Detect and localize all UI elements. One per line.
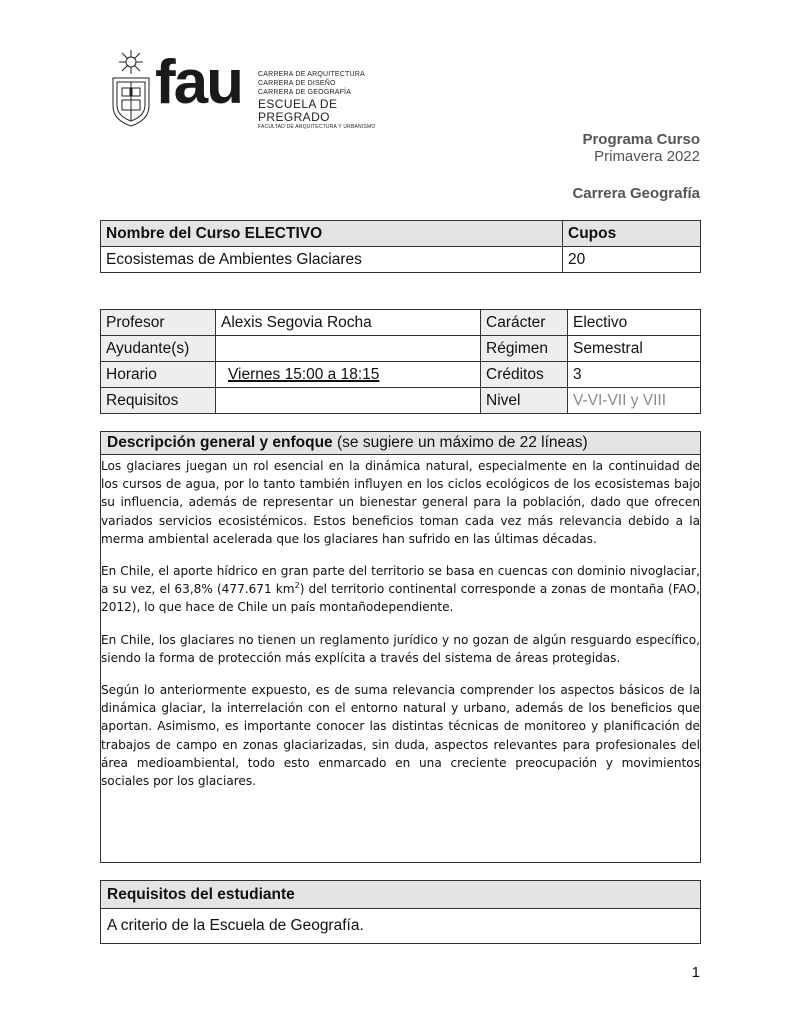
course-name-value: Ecosistemas de Ambientes Glaciares	[101, 247, 563, 273]
profesor-value: Alexis Segovia Rocha	[216, 310, 481, 336]
nivel-value: V-VI-VII y VIII	[568, 388, 701, 414]
logo-faculty: FACULTAD DE ARQUITECTURA Y URBANISMO	[258, 124, 376, 130]
carrera-title: Carrera Geografía	[572, 185, 700, 202]
superscript: 2	[294, 581, 300, 591]
logo-school: ESCUELA DE PREGRADO	[258, 97, 338, 124]
cupos-value: 20	[563, 247, 701, 273]
program-period: Primavera 2022	[594, 148, 700, 165]
requisitos-value	[216, 388, 481, 414]
logo-text	[258, 70, 408, 131]
nivel-label: Nivel	[481, 388, 568, 414]
logo-line: CARRERA DE ARQUITECTURA	[258, 71, 365, 78]
fau-wordmark: fau	[155, 48, 242, 117]
description-paragraph: Los glaciares juegan un rol esencial en la dinámica natural, especialmente en la continuidad de los cursos de agua, por lo tanto también influyen en los ciclos ecológicos de los ecosistemas bajo su influencia, además de representar un bienestar general para la población, dado que ofrecen variados servicios ecosistémicos. Estos beneficios toman cada vez más relevancia debido a la merma ambiental acelerada que los glaciares han sufrido en las últimas décadas.	[101, 459, 700, 546]
description-header	[101, 432, 700, 455]
caracter-label: Carácter	[481, 310, 568, 336]
fau-logo	[110, 48, 400, 128]
description-heading-note: (se sugiere un máximo de 22 líneas)	[337, 434, 588, 451]
description-section	[100, 431, 701, 863]
regimen-label: Régimen	[481, 336, 568, 362]
logo-line: CARRERA DE GEOGRAFÍA	[258, 89, 352, 96]
requirements-section	[100, 880, 701, 944]
program-title: Programa Curso	[582, 131, 700, 148]
description-heading: Descripción general y enfoque	[107, 434, 333, 451]
regimen-value: Semestral	[568, 336, 701, 362]
creditos-label: Créditos	[481, 362, 568, 388]
creditos-value: 3	[568, 362, 701, 388]
profesor-label: Profesor	[101, 310, 216, 336]
logo-line: CARRERA DE DISEÑO	[258, 80, 336, 87]
description-paragraph	[101, 562, 700, 617]
course-table	[100, 220, 701, 273]
caracter-value: Electivo	[568, 310, 701, 336]
requisitos-label: Requisitos	[101, 388, 216, 414]
cupos-header: Cupos	[563, 221, 701, 247]
paragraph-text: ) del territorio continental corresponde a zonas de montaña (FAO, 2012), lo que hace de Chile un país montañodependiente.	[101, 582, 700, 615]
university-seal-icon	[110, 48, 152, 128]
description-paragraph: Según lo anteriormente expuesto, es de suma relevancia comprender los aspectos básicos de la dinámica glaciar, la interrelación con el entorno natural y urbano, además de los beneficios que aportan. Asimismo, es importante conocer las distintas técnicas de monitoreo y planificación de trabajos de campo en zonas glaciarizadas, sin duda, aspectos relevantes para profesionales del área medioambiental, todo esto enmarcado en una creciente preocupación y movimientos sociales por los glaciares.	[101, 683, 700, 789]
description-body	[101, 455, 700, 790]
course-name-header: Nombre del Curso ELECTIVO	[101, 221, 563, 247]
ayudante-label: Ayudante(s)	[101, 336, 216, 362]
page-number: 1	[691, 964, 700, 981]
paragraph-text: En Chile, el aporte hídrico en gran parte del territorio se basa en cuencas con dominio nivoglaciar, a su vez, el 63,8% (477.671 km	[101, 564, 700, 597]
ayudante-value	[216, 336, 481, 362]
horario-value: Viernes 15:00 a 18:15	[216, 362, 481, 388]
horario-label: Horario	[101, 362, 216, 388]
course-info-table	[100, 309, 701, 414]
requirements-value: A criterio de la Escuela de Geografía.	[107, 917, 364, 934]
description-paragraph: En Chile, los glaciares no tienen un reglamento jurídico y no gozan de algún resguardo específico, siendo la forma de protección más explícita a través del sistema de áreas protegidas.	[101, 632, 700, 665]
requirements-heading: Requisitos del estudiante	[101, 881, 700, 909]
